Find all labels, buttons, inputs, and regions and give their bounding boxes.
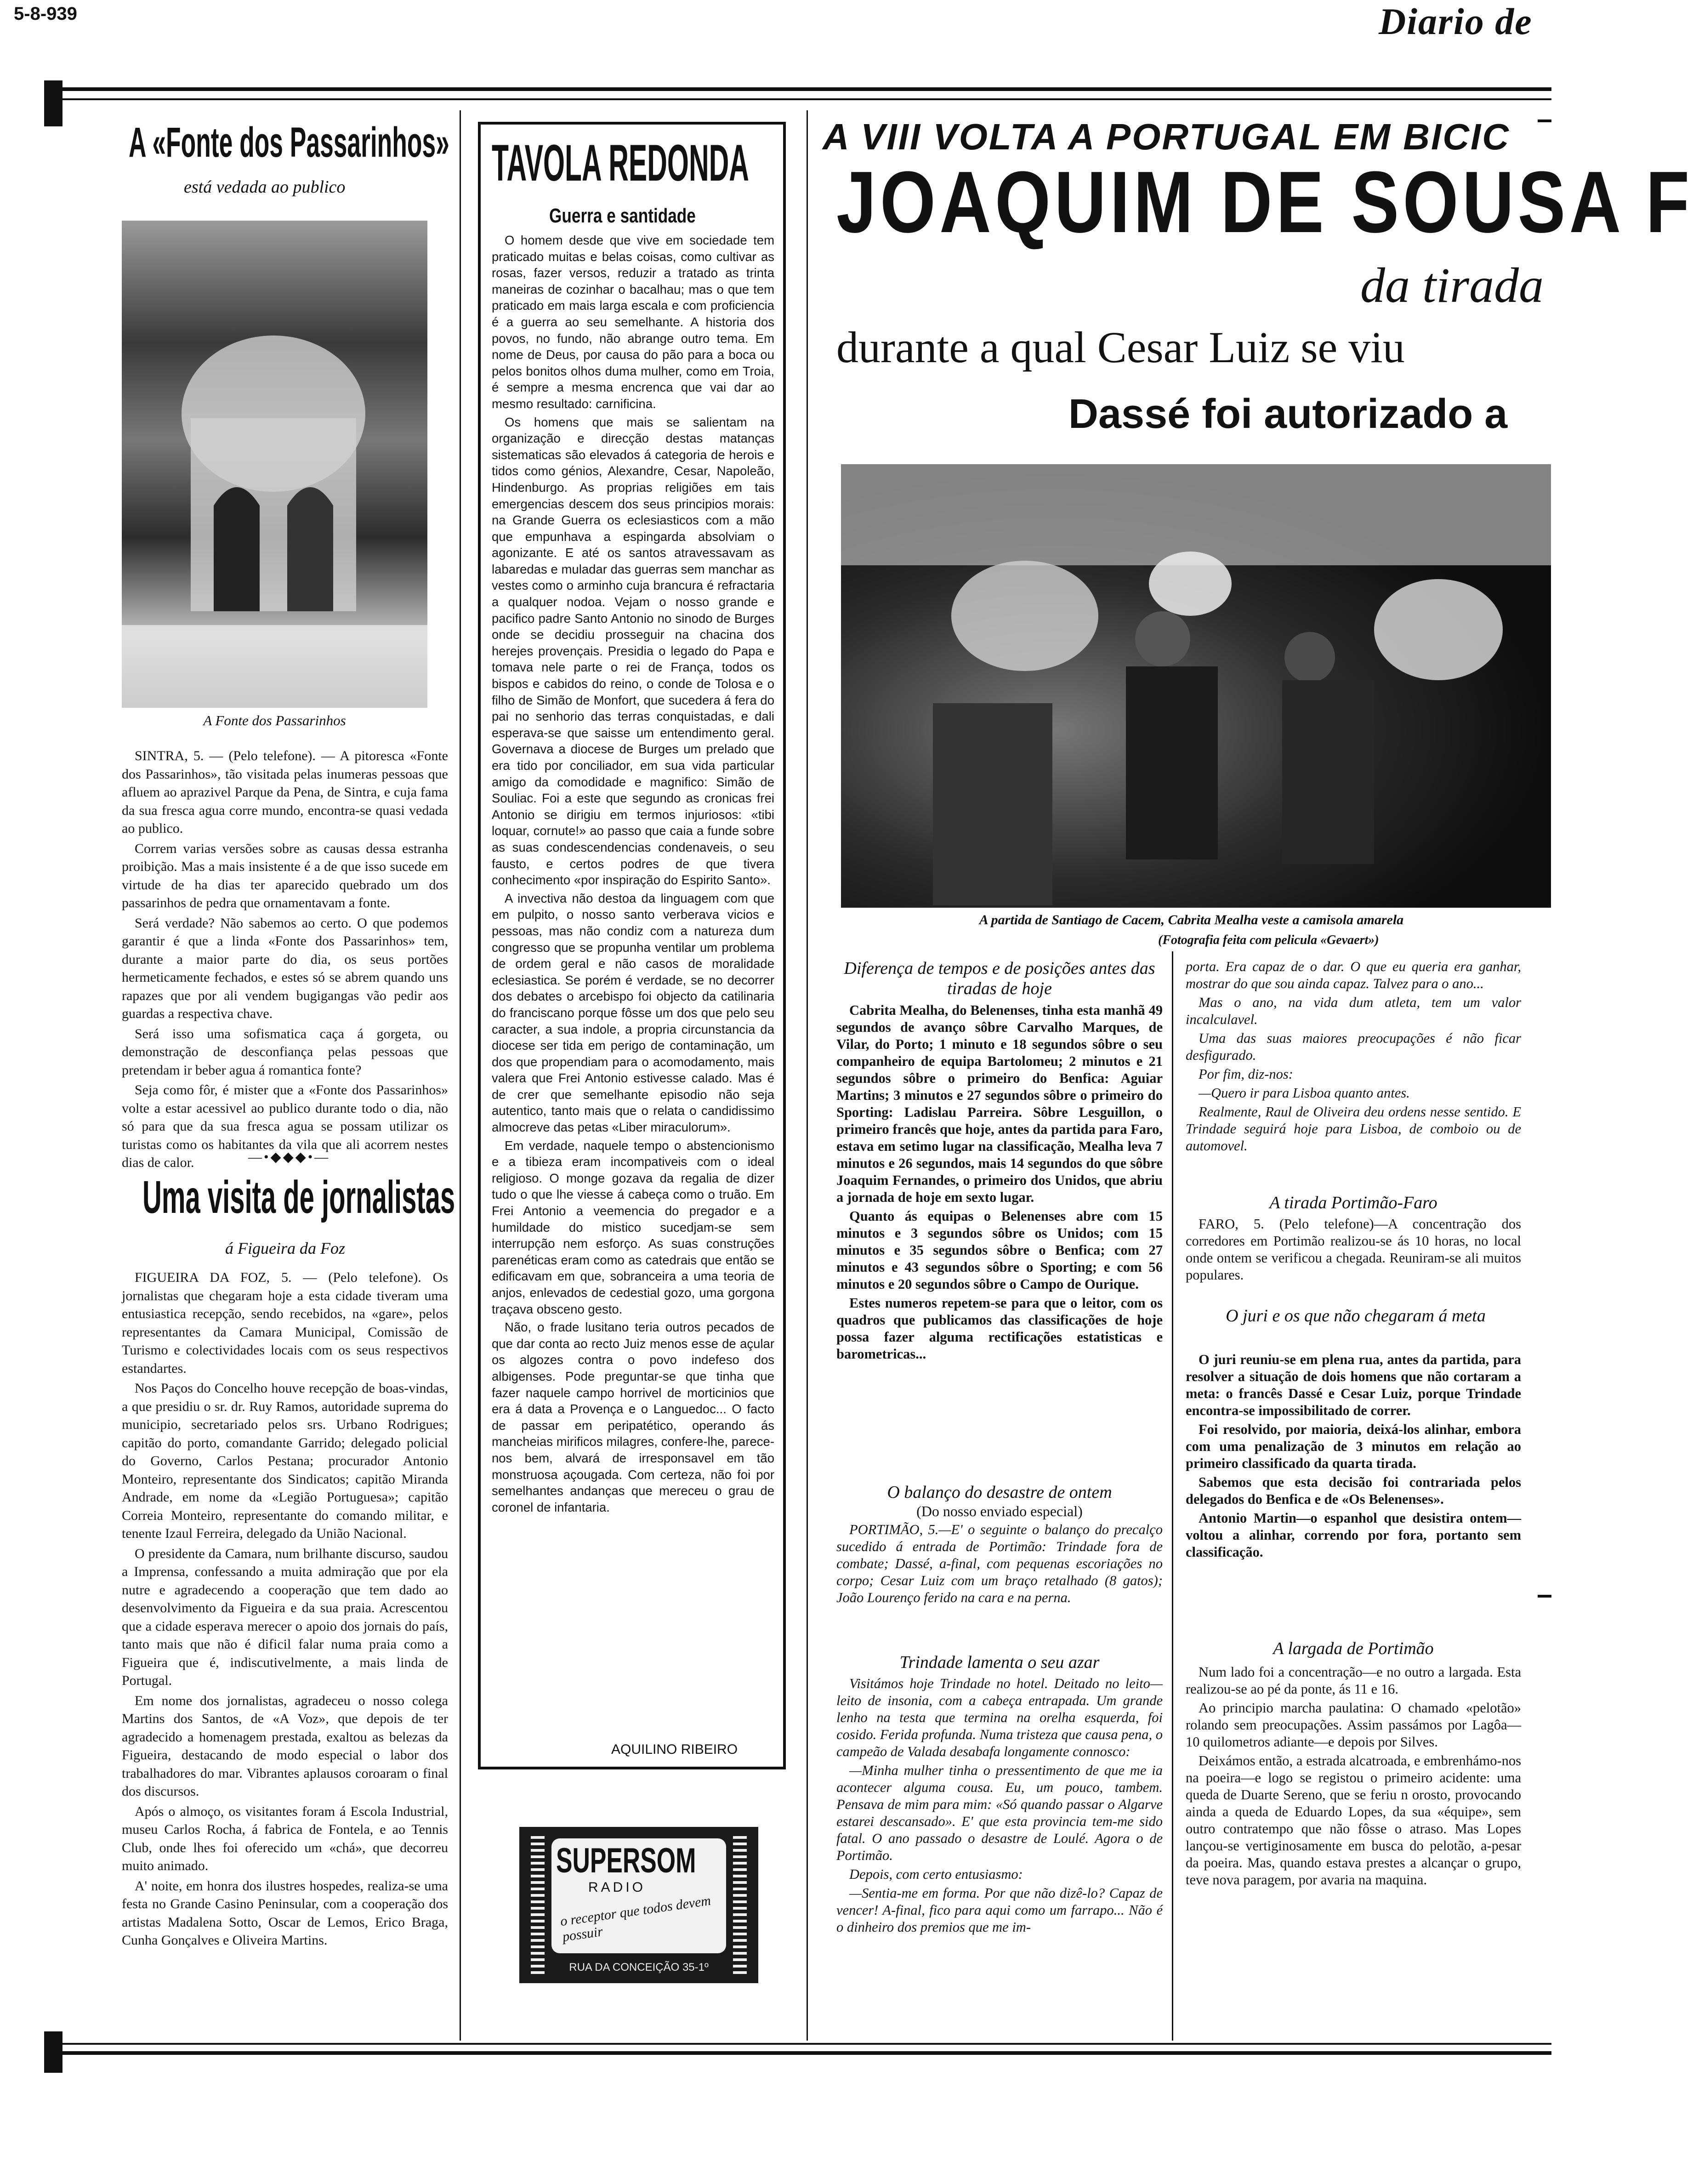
footer-rule-bottom (55, 2051, 1551, 2055)
tavola-paragraph: A invectiva não destoa da linguagem com que em pulpito, o nosso santo verberava vicios e pessoas, mas não condiz com a natureza dum congresso que se propunha ventilar um problema de ordem geral e não casos de moralidade eclesiastica. Se porém é verdade, se no decorrer dos debates o arcebispo foi objecto da catilinaria do franciscano porque fôsse um dos que pelo seu caracter, a sua indole, a propria circunstancia da diocese ser tida em perigo de contaminação, um dos que propendiam para o acomodamento, mais valera que Frei Antonio estivesse calado. Mas é de crer que semelhante episodio não seja autentico, tanto mais que o relata o candidissimo almocreve das petas «Liber miraculorum». (492, 891, 774, 1135)
balanco-subtitle: (Do nosso enviado especial) (916, 1503, 1083, 1519)
volta-photo-credit: (Fotografia feita com pelicula «Gevaert») (1158, 933, 1379, 947)
visita-paragraph: Após o almoço, os visitantes foram á Escola Industrial, museu Carlos Rocha, á fabrica de Fontela, e ao Tennis Club, onde lhes foi oferecido um «chá», que decorreu muito animado. (122, 1803, 448, 1873)
balanco-title: O balanço do desastre de ontem (887, 1483, 1112, 1502)
visita-paragraph: Nos Paços do Concelho houve recepção de boas-vindas, a que presidiu o sr. dr. Ruy Ramos, autoridade suprema do municipio, secretariado pelos srs. Urbano Rodrigues; capitão do porto, comandante Garrido; delegado policial do Governo, Carlos Pestana; procurador Antonio Monteiro, representante dos Sindicatos; capitão Miranda Andrade, em nome da «Legião Portuguesa»; capitão Correia Monteiro, representante do comando militar, e tenente Izaul Ferreira, delegado da União Nacional. (122, 1381, 448, 1541)
diferenca-paragraph: Quanto ás equipas o Belenenses abre com 15 minutos e 3 segundos sôbre os Unidos; com 15 minutos e 35 segundos sôbre o Benfica; com 27 minutos e 43 segundos sôbre o Sporting; e com 56 minutos e 20 segundos sôbre o Campo de Ourique. (836, 1208, 1163, 1292)
juri-title: O juri e os que não chegaram á meta (1226, 1306, 1486, 1325)
fonte-pavilion-illustration (122, 221, 427, 708)
masthead: Diario de (1379, 0, 1533, 42)
volta-deck-1: da tirada (1360, 258, 1544, 313)
volta-photo (841, 464, 1551, 908)
fonte-paragraph: Será verdade? Não sabemos ao certo. O que podemos garantir é que a linda «Fonte dos Passarinhos» tem, durante a maior parte do dia, os seus portões hermeticamente fechados, e estes só se abrem quando uns rapazes que por ali vendem bugigangas vão pedir aos guardas a respectiva chave. (122, 915, 448, 1021)
right-paragraph: porta. Era capaz de o dar. O que eu queria era ganhar, mostrar do que sou ainda capaz. Talvez para o ano... (1186, 959, 1521, 991)
tavola-paragraph: Os homens que mais se salientam na organização e direcção destas matanças sistematicas são elevados á categoria de herois e tidos como génios, Alexandre, Cesar, Napoleão, Hindenburgo. As proprias religiões em tais emergencias descem dos seus principios morais: na Grande Guerra os eclesiasticos com a mão que empunhava a espingarda absolviam o agonizante. E até os santos atravessavam as labaredas e muladar das guerras sem manchar as vestes como o arminho cuja brancura é refractaria a qualquer nodoa. Vejam o nosso grande e pacifico padre Santo Antonio no sinodo de Burges onde se decidiu prosseguir na chacina dos herejes provençais. Presidia o legado do Papa e tomava nele parte o rei de França, todos os bispos e cabidos do reino, o conde de Tolosa e o filho de Simão de Monfort, que sucedera á fera do pai no senhorio das terras conquistadas, e dali esperava-se que saisse um entendimento geral. Governava a diocese de Burges um prelado que era tido por conciliador, em sua vida particular amigo da comodidade e magnifico: Simão de Souliac. Foi a este que segundo as cronicas frei Antonio se dirigiu em termos injuriosos: «tibi loquar, cornute!» ao passo que caia a funde sobre as suas condescendencias condenaveis, o seu fausto, e certos podres de que tivera conhecimento «por inspiração do Espirito Santo». (492, 415, 774, 887)
visita-subtitle: á Figueira da Foz (225, 1239, 345, 1257)
right-margin-marks (1538, 119, 1551, 122)
juri-body (1186, 1351, 1521, 1563)
header-rule-bottom (55, 98, 1551, 100)
trindade-paragraph: Depois, com certo entusiasmo: (849, 1866, 1023, 1882)
right-margin-marks (1538, 1595, 1551, 1598)
visita-title: Uma visita de jornalistas (142, 1172, 455, 1223)
volta-photo-caption: A partida de Santiago de Cacem, Cabrita Mealha veste a camisola amarela (979, 912, 1404, 927)
diferenca-body (836, 1002, 1163, 1365)
trindade-title: Trindade lamenta o seu azar (899, 1653, 1100, 1672)
largada-paragraph: Ao principio marcha paulatina: O chamado «pelotão» rolando sem preocupações. Assim passámos por Lagôa—10 quilometros adiante—e depois por Silves. (1186, 1700, 1521, 1750)
header-rule-top (55, 87, 1551, 91)
tirada-title: A tirada Portimão-Faro (1269, 1193, 1437, 1212)
ad-tower-icon (733, 1836, 747, 1974)
fonte-paragraph: SINTRA, 5. — (Pelo telefone). — A pitoresca «Fonte dos Passarinhos», tão visitada pelas inumeras pessoas que afluem ao aprazivel Parque da Pena, de Sintra, e cuja fama da sua fresca agua corre mundo, encontra-se quasi vedada ao publico. (122, 748, 448, 836)
diferenca-paragraph: Cabrita Mealha, do Belenenses, tinha esta manhã 49 segundos de avanço sôbre Carvalho Marques, de Vilar, do Porto; 1 minuto e 18 segundos sôbre o seu companheiro de equipa Bartolomeu; 2 minutos e 21 segundos sôbre o primeiro do Benfica: Aguiar Martins; 3 minutos e 27 segundos sôbre o primeiro do Sporting: Ladislau Parreira. Sôbre Lesguillon, o primeiro francês que hoje, antes da partida para Faro, estava em setimo lugar na classificação, Mealha leva 7 minutos e 26 segundos, mais 14 segundos do que sôbre Joaquim Fernandes, o primeiro dos Unidos, que abriu a jornada de hoje em sexto lugar. (836, 1002, 1163, 1205)
trindade-body (836, 1675, 1163, 1938)
right-paragraph: Por fim, diz-nos: (1199, 1066, 1293, 1082)
ad-address: RUA DA CONCEIÇÃO 35-1º (569, 1961, 709, 1974)
footer-rule-top (55, 2043, 1551, 2045)
tavola-paragraph: O homem desde que vive em sociedade tem praticado muitas e belas coisas, como cultivar as rosas, fazer versos, reduzir a tratado as trinta maneiras de cozinhar o bacalhau; mas o que tem praticado em mais larga escala e com proficiencia é a guerra ao seu semelhante. A historia dos povos, no fundo, não abrange outro tema. Em nome de Deus, por causa do pão para a boca ou pelos bonitos olhos duma mulher, como em Troia, é sempre a mesma encrenca que vai dar ao mesmo resultado: carnificina. (492, 233, 774, 411)
ad-slogan: o receptor que todos devem possuir (559, 1893, 712, 1945)
volta-kicker: A VIII VOLTA A PORTUGAL EM BICIC (823, 116, 1511, 157)
largada-paragraph: Num lado foi a concentração—e no outro a largada. Esta realizou-se ao pé da ponte, ás 11 e 16. (1186, 1664, 1521, 1697)
tavola-paragraph: Em verdade, naquele tempo o abstencionismo e a tibieza eram incompativeis com o ideal religioso. O monge gozava da regalia de dizer tudo o que lhe viesse á cabeça como o truão. Em Frei Antonio a veemencia do pregador e a humildade do mistico sucedjam-se sem interrupção nem esforço. As suas construções parenéticas eram como as catedrais que então se edificavam em que, sobranceira a uma teoria de anjos, enlevados de cedestial gozo, uma gorgona traçava obsceno gesto. (492, 1138, 774, 1316)
volta-headline: JOAQUIM DE SOUSA F (836, 154, 1693, 251)
ornament-divider: —•◆◆◆•— (248, 1149, 330, 1165)
right-paragraph: —Quero ir para Lisboa quanto antes. (1199, 1085, 1410, 1101)
fonte-paragraph: Correm varias versões sobre as causas dessa estranha proibição. Mas a mais insistente é a de que isso sucede em virtude de ha dias ter aparecido quebrado um dos passarinhos de pedra que ornamentavam a fonte. (122, 841, 448, 910)
tavola-paragraph: Não, o frade lusitano teria outros pecados de que dar conta ao recto Juiz menos esse de açular os algozes contra o povo indefeso dos albigenses. Pode preguntar-se que tinha que fazer naquele campo horrivel de morticinios que era á data a Provença e o Languedoc... O facto de passar em peripatético, operando ás mancheias mirificos milagres, confere-lhe, parece-nos bem, alvará de irresponsavel em tão monstruosa açougada. Com certeza, não foi por semelhantes andanças que mereceu o grau de coronel de infantaria. (492, 1320, 774, 1514)
visita-paragraph: FIGUEIRA DA FOZ, 5. — (Pelo telefone). Os jornalistas que chegaram hoje a esta cidade tiveram uma entusiastica recepção, sendo recebidos, na «gare», pelos representantes da Camara Municipal, Comissão de Turismo e colectividades locais com os seus respectivos estandartes. (122, 1270, 448, 1376)
ad-brand: SUPERSOM (556, 1841, 696, 1880)
tirada-body (1186, 1216, 1521, 1285)
tavola-subtitle: Guerra e santidade (549, 205, 696, 227)
page-date: 5-8-939 (14, 4, 77, 24)
fonte-photo-caption: A Fonte dos Passarinhos (203, 712, 346, 728)
right-paragraph: Uma das suas maiores preocupações é não ficar desfigurado. (1186, 1030, 1521, 1063)
visita-paragraph: O presidente da Camara, num brilhante discurso, saudou a Imprensa, confessando a muita admiração que por ela nutre e agradecendo a cooperação que tem dado ao desenvolvimento da Figueira e da sua praia. Acrescentou que a cidade esperava merecer o apoio dos jornais do país, tanto mais que não é dificil falar numa praia como a Figueira que é, indiscutivelmente, a mais linda de Portugal. (122, 1546, 448, 1688)
right-paragraph: Mas o ano, na vida dum atleta, tem um valor incalculavel. (1186, 995, 1521, 1027)
trindade-paragraph: —Sentia-me em forma. Por que não dizê-lo? Capaz de vencer! A-final, fico para aqui como um farrapo... Não é o dinheiro dos premios que me im- (836, 1885, 1163, 1935)
right-body (1186, 958, 1521, 1156)
juri-paragraph: Sabemos que esta decisão foi contrariada pelos delegados do Benfica e de «Os Belenenses». (1186, 1474, 1521, 1507)
largada-title: A largada de Portimão (1273, 1639, 1434, 1658)
fonte-title: A «Fonte dos Passarinhos» (129, 119, 449, 166)
column-divider (807, 110, 808, 2041)
corner-block-top (44, 80, 62, 126)
fonte-body (122, 747, 448, 1174)
tavola-title: TAVOLA REDONDA (492, 134, 749, 192)
ad-product: RADIO (588, 1880, 646, 1895)
volta-crowd-illustration (841, 464, 1551, 908)
trindade-paragraph: Visitámos hoje Trindade no hotel. Deitado no leito—leito de insonia, com a cabeça entrapada. Um grande lenho na testa que termina na orelha esquerda, foi cosido. Ferida profunda. Numa tristeza que causa pena, o campeão de Valada desabafa longamente connosco: (836, 1676, 1163, 1759)
juri-paragraph: Antonio Martin—o espanhol que desistira ontem—voltou a alinhar, correndo por fora, portanto sem classificação. (1186, 1510, 1521, 1560)
trindade-paragraph: —Minha mulher tinha o pressentimento de que me ia acontecer alguma cousa. Eu, um pouco, tambem. Pensava de mim para mim: «Só quando passar o Algarve estarei descansado». E' que esta provincia tem-me sido fatal. O ano passado o desastre de Loulé. Agora o de Portimão. (836, 1763, 1163, 1863)
volta-deck-3: Dassé foi autorizado a (1068, 391, 1508, 437)
juri-paragraph: O juri reuniu-se em plena rua, antes da partida, para resolver a situação de dois homens que não cortaram a meta: o francês Dassé e Cesar Luiz, porque Trindade encontra-se impossibilitado de correr. (1186, 1352, 1521, 1418)
column-divider (1172, 951, 1173, 2041)
largada-paragraph: Deixámos então, a estrada alcatroada, e embrenhámo-nos na poeira—e logo se registou o primeiro acidente: uma queda de Duarte Sereno, que se feriu n orosto, provocando ainda a queda de Eduardo Lopes, da sua «équipe», sem outro contratempo que não fôsse o atraso. Mas Lopes lançou-se vertiginosamente em busca do pelotão, a-pesar da poeira. Mas, quando estava prestes a alcançar o grupo, teve nova paragem, por avaria na maquina. (1186, 1753, 1521, 1888)
tavola-body (492, 232, 774, 1517)
right-paragraph: Realmente, Raul de Oliveira deu ordens nesse sentido. E Trindade seguirá hoje para Lisboa, de comboio ou de automovel. (1186, 1104, 1521, 1154)
fonte-subtitle: está vedada ao publico (184, 177, 346, 197)
ad-tower-icon (531, 1836, 545, 1974)
juri-paragraph: Foi resolvido, por maioria, deixá-los alinhar, embora com uma penalização de 3 minutos em relação ao primeiro classificado da quarta tirada. (1186, 1422, 1521, 1471)
visita-paragraph: Em nome dos jornalistas, agradeceu o nosso colega Martins dos Santos, de «A Voz», que depois de ter agradecido a homenagem prestada, exaltou as belezas da Figueira, destacando de modo especial o labor dos trabalhadores do mar. Vibrantes aplausos coroaram o final dos discursos. (122, 1693, 448, 1799)
column-divider (460, 110, 461, 2041)
diferenca-title: Diferença de tempos e de posições antes das tiradas de hoje (844, 959, 1155, 998)
fonte-photo (122, 221, 427, 708)
visita-paragraph: A' noite, em honra dos ilustres hospedes, realiza-se uma festa no Grande Casino Peninsular, com a cooperação dos artistas Madalena Sotto, Oscar de Lemos, Erico Braga, Cunha Gonçalves e Oliveira Martins. (122, 1878, 448, 1948)
balanco-paragraph: PORTIMÃO, 5.—E' o seguinte o balanço do precalço sucedido á entrada de Portimão: Trindade fora de combate; Dassé, a-final, com pequenas escoriações no corpo; Cesar Luiz com um braço retalhado (8 gatos); João Lourenço ferido na cara e na perna. (836, 1522, 1163, 1605)
volta-deck-2: durante a qual Cesar Luiz se viu (836, 323, 1405, 372)
fonte-paragraph: Será isso uma sofismatica caça á gorgeta, ou demonstração de desconfiança pelas pessoas que pretendam ir beber agua á romantica fonte? (122, 1026, 448, 1078)
visita-body (122, 1268, 448, 1951)
supersom-ad (519, 1827, 758, 1983)
fonte-paragraph: Seja como fôr, é mister que a «Fonte dos Passarinhos» volte a estar acessivel ao publico durante todo o dia, não só para que da sua fresca agua se possam utilizar os turistas como os habitantes da vila que ali acorrem nestes dias de calor. (122, 1082, 448, 1170)
tirada-paragraph: FARO, 5. (Pelo telefone)—A concentração dos corredores em Portimão realizou-se ás 10 horas, no local onde ontem se verificou a chegada. Reuniram-se ali muitos populares. (1186, 1216, 1521, 1283)
balanco-body (836, 1521, 1163, 1608)
largada-body (1186, 1664, 1521, 1890)
tavola-author: AQUILINO RIBEIRO (611, 1742, 738, 1757)
diferenca-paragraph: Estes numeros repetem-se para que o leitor, com os quadros que publicamos das classificações de hoje possa fazer alguma rectificações estatisticas e barometricas... (836, 1295, 1163, 1362)
